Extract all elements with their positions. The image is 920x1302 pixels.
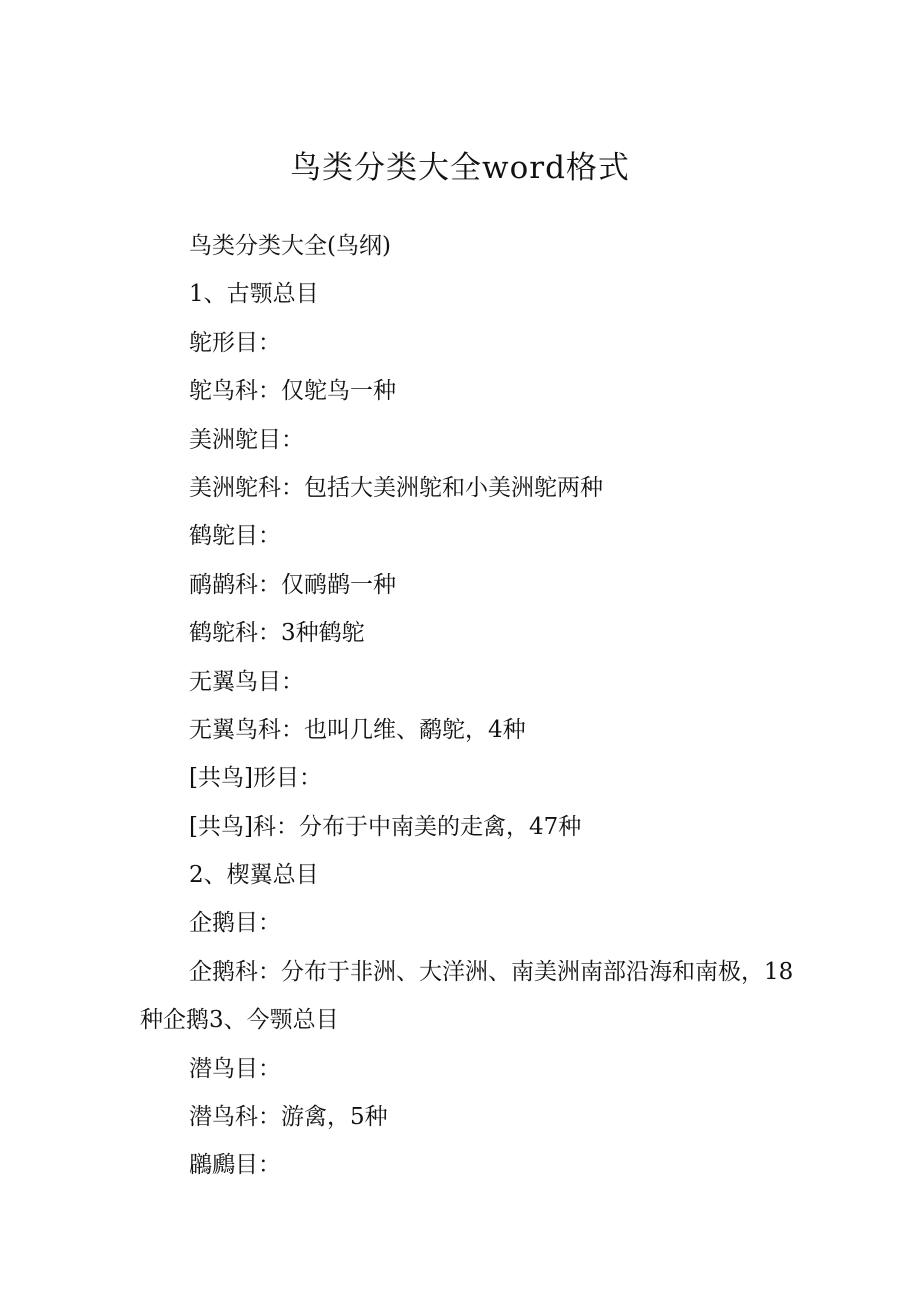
document-title: 鸟类分类大全word格式 [290,150,630,186]
order-heading: 鸊鷉目： [189,1152,281,1179]
order-heading: 企鹅目： [189,910,281,937]
order-heading: 鸵形目： [189,329,281,356]
order-heading: 鹤鸵目： [189,523,281,550]
order-heading: 潜鸟目： [189,1055,281,1082]
document-body [140,222,800,1190]
family-line: 潜鸟科：游禽，5种 [189,1104,388,1131]
family-paragraph: 企鹅科：分布于非洲、大洋洲、南美洲南部沿海和南极，18种企鹅3、今颚总目 [140,958,794,1034]
family-line: 鸵鸟科：仅鸵鸟一种 [189,378,396,405]
order-heading: [共鸟]形目： [189,765,322,792]
family-line: 美洲鸵科：包括大美洲鸵和小美洲鸵两种 [189,474,603,501]
family-line: 鸸鹋科：仅鸸鹋一种 [189,571,396,598]
section-heading: 1、古颚总目 [189,281,319,308]
order-heading: 无翼鸟目： [189,668,304,695]
text-line: 鸟类分类大全(鸟纲) [189,233,391,259]
section-heading: 2、楔翼总目 [189,862,319,889]
family-line: 无翼鸟科：也叫几维、鹬鸵，4种 [189,716,526,743]
family-line: [共鸟]科：分布于中南美的走禽，47种 [189,813,582,840]
order-heading: 美洲鸵目： [189,426,304,453]
family-line: 鹤鸵科：3种鹤鸵 [189,620,365,647]
